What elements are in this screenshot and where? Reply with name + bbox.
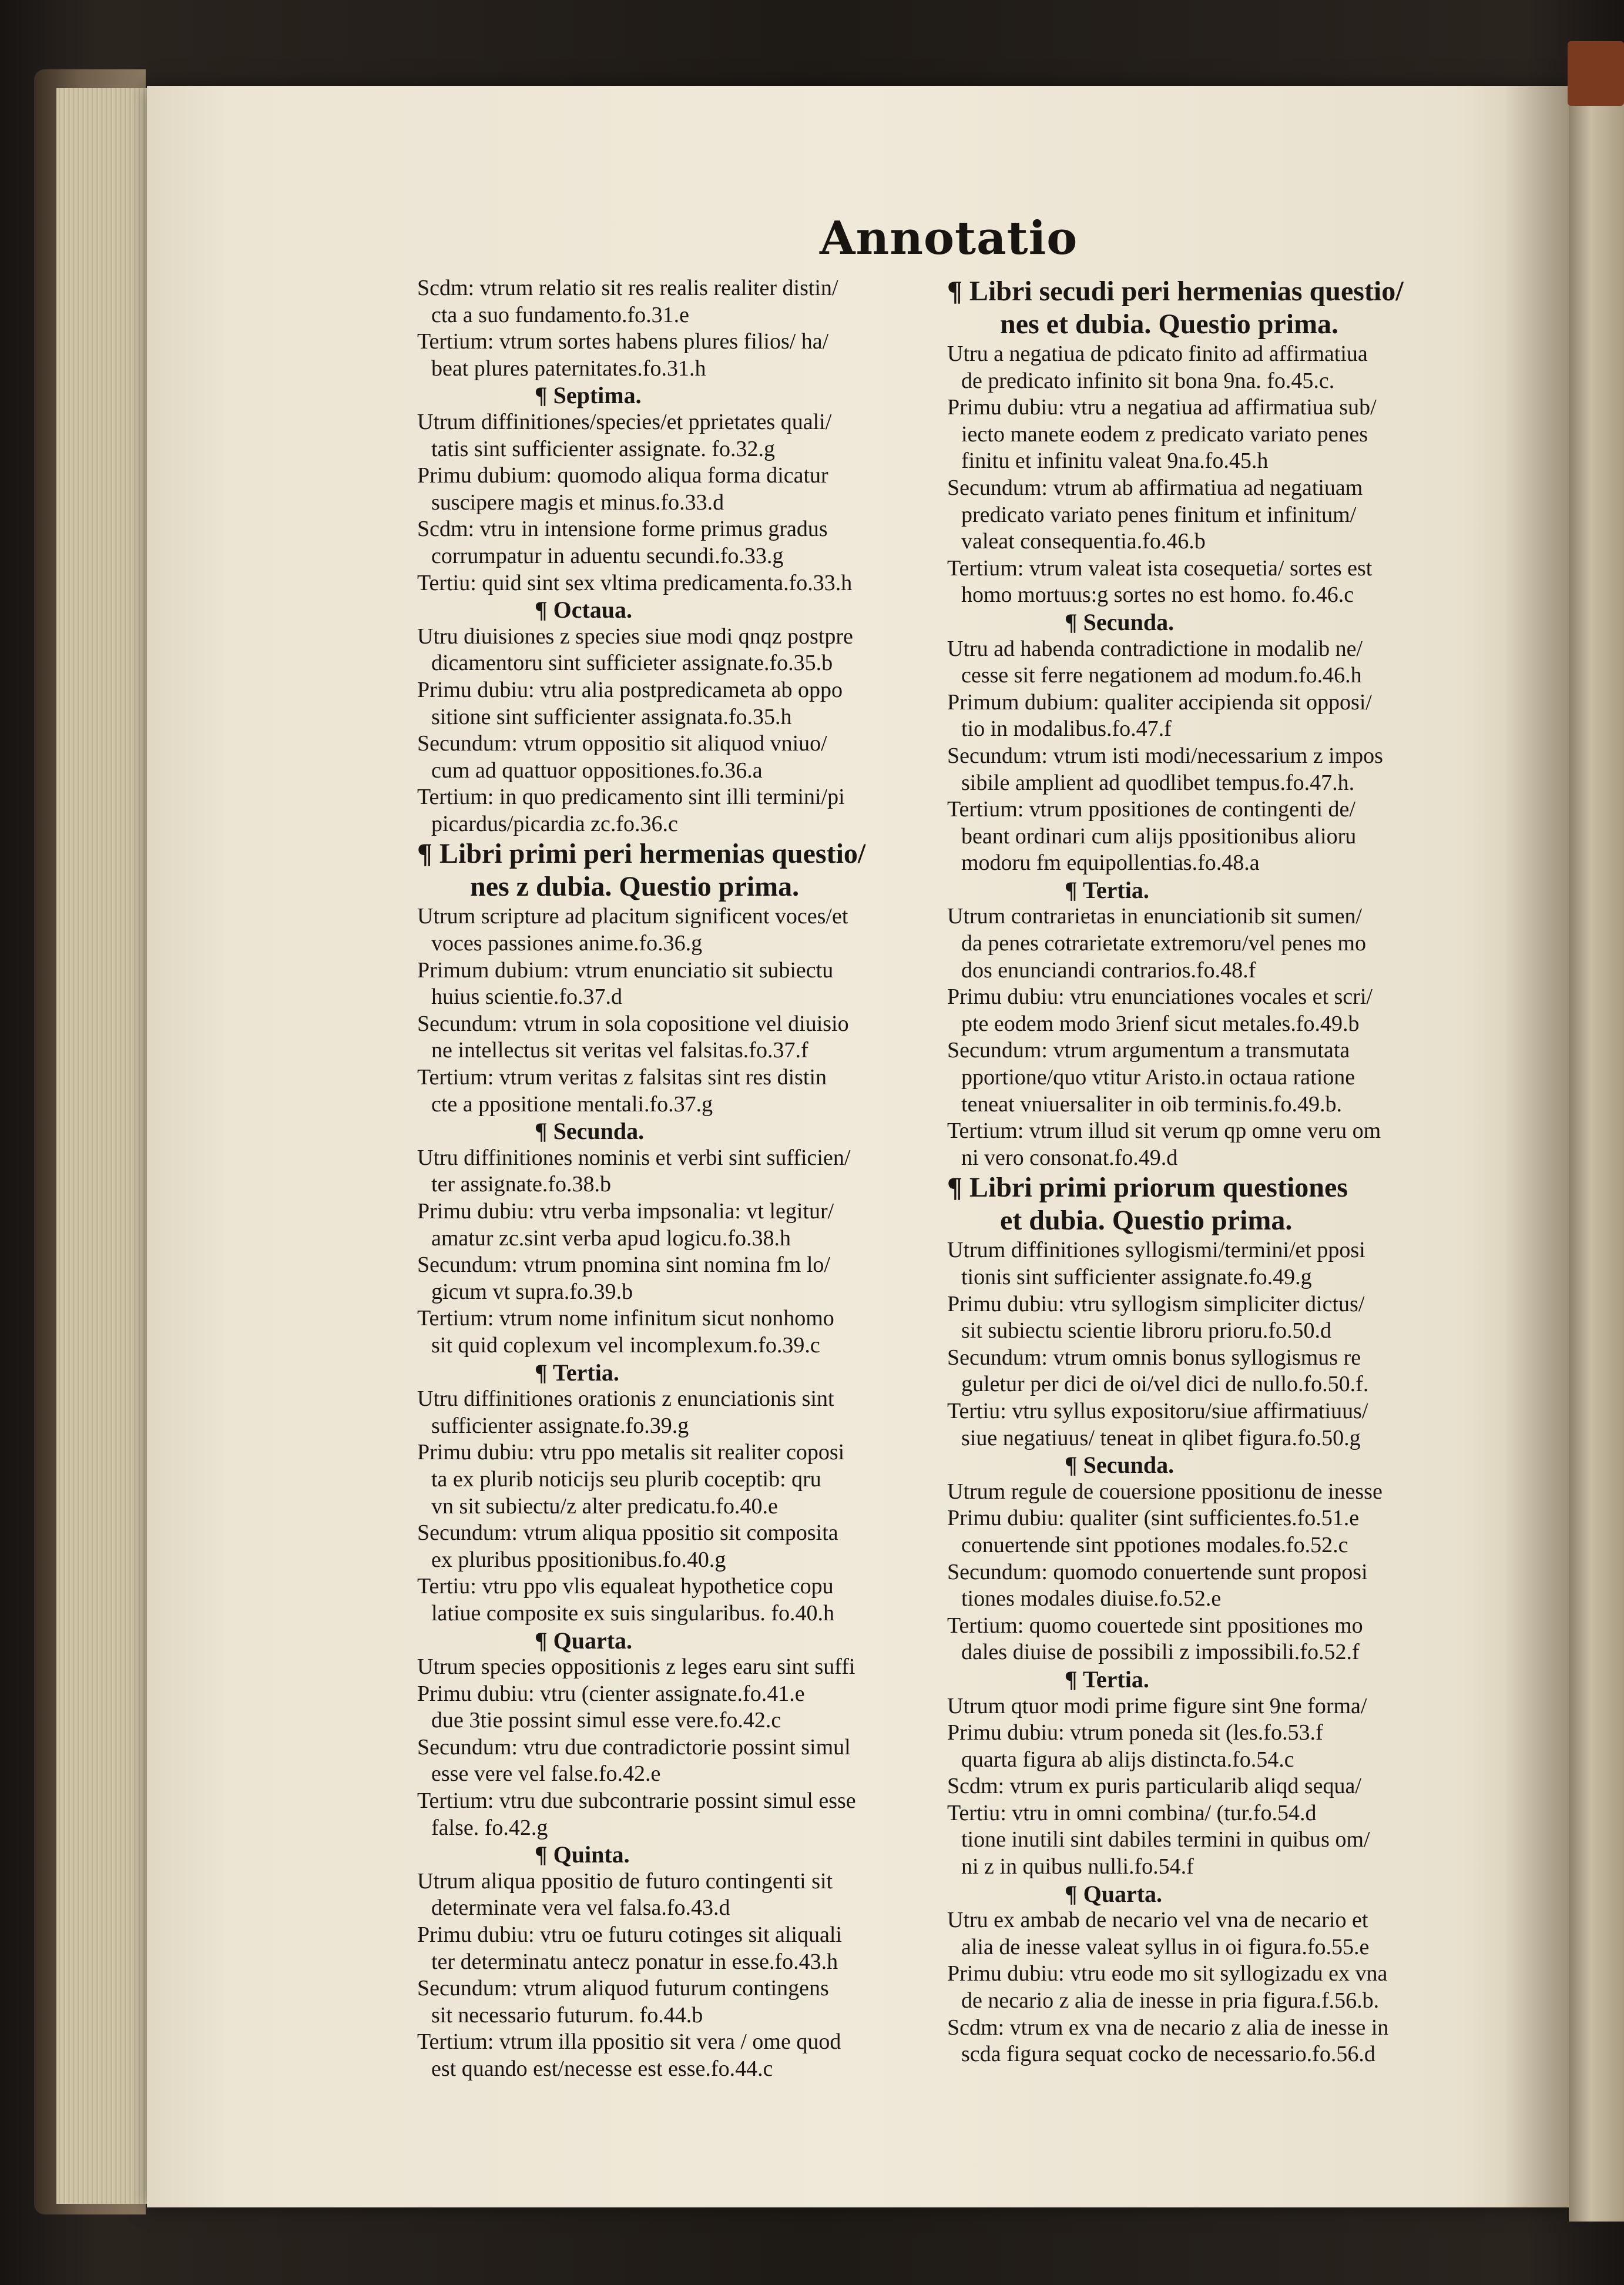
index-entry: tione inutili sint dabiles termini in quibus om/ xyxy=(961,1827,1370,1852)
index-entry: amatur zc.sint verba apud logicu.fo.38.h xyxy=(431,1225,791,1251)
index-entry: siue negatiuus/ teneat in qlibet figura.fo.50.g xyxy=(961,1425,1361,1450)
index-entry: Primu dubiu: vtru eode mo sit syllogizadu ex vna xyxy=(947,1961,1388,1986)
index-entry: gicum vt supra.fo.39.b xyxy=(431,1279,633,1304)
index-entry: Utru ad habenda contradictione in modalib ne/ xyxy=(947,636,1363,661)
index-entry: Secundum: vtrum pnomina sint nomina fm lo/ xyxy=(417,1252,830,1278)
index-entry: Primu dubium: quomodo aliqua forma dicatur xyxy=(417,463,828,488)
book-heading: ¶ Libri primi priorum questiones xyxy=(947,1172,1348,1204)
index-entry: Secundum: vtrum in sola copositione vel diuisio xyxy=(417,1011,849,1036)
index-entry: Utrum species oppositionis z leges earu sint suffi xyxy=(417,1654,855,1680)
index-entry: Tertium: in quo predicamento sint illi termini/pi xyxy=(417,785,845,810)
index-entry: Utru ex ambab de necario vel vna de necario et xyxy=(947,1908,1368,1933)
index-entry: Primu dubiu: qualiter (sint sufficientes.fo.51.e xyxy=(947,1506,1360,1531)
index-entry: Scdm: vtrum ex vna de necario z alia de inesse in xyxy=(947,2015,1389,2040)
index-entry: determinate vera vel falsa.fo.43.d xyxy=(431,1895,730,1921)
index-entry: beant ordinari cum alijs ppositionibus alioru xyxy=(961,823,1357,849)
index-entry: cte a ppositione mentali.fo.37.g xyxy=(431,1091,713,1117)
index-entry: Utrum qtuor modi prime figure sint 9ne forma/ xyxy=(947,1693,1367,1718)
index-entry: Utru diuisiones z species siue modi qnqz postpre xyxy=(417,624,853,649)
index-entry: esse vere vel false.fo.42.e xyxy=(431,1761,661,1787)
index-entry: de predicato infinito sit bona 9na. fo.45.c. xyxy=(961,368,1335,393)
index-entry: dales diuise de possibili z impossibili.fo.52.f xyxy=(961,1640,1360,1665)
book-heading: ¶ Libri secudi peri hermenias questio/ xyxy=(947,276,1404,307)
book-heading: ¶ Libri primi peri hermenias questio/ xyxy=(417,838,866,870)
index-entry: Tertiu: vtru ppo vlis equaleat hypothetice copu xyxy=(417,1574,834,1599)
index-entry: sit necessario futurum. fo.44.b xyxy=(431,2002,703,2028)
index-entry: ni vero consonat.fo.49.d xyxy=(961,1145,1178,1170)
index-entry: Tertium: vtrum veritas z falsitas sint res distin xyxy=(417,1065,827,1090)
index-entry: ter determinatu antecz ponatur in esse.fo.43.h xyxy=(431,1949,838,1974)
section-heading: ¶ Septima. xyxy=(535,382,642,409)
index-entry: pte eodem modo 3rienf sicut metales.fo.49.b xyxy=(961,1011,1360,1036)
section-heading: ¶ Quinta. xyxy=(535,1841,630,1868)
gutter-shadow xyxy=(1504,86,1569,2207)
index-entry: vn sit subiectu/z alter predicatu.fo.40.e xyxy=(431,1493,778,1519)
index-entry: Tertiu: vtru syllus expositoru/siue affirmatiuus/ xyxy=(947,1398,1368,1423)
index-entry: Primu dubiu: vtrum poneda sit (les.fo.53.f xyxy=(947,1720,1323,1745)
index-entry: est quando est/necesse est esse.fo.44.c xyxy=(431,2056,773,2081)
index-entry: Primu dubiu: vtru ppo metalis sit realiter coposi xyxy=(417,1440,845,1465)
index-entry: Primu dubiu: vtru a negatiua ad affirmatiua sub/ xyxy=(947,395,1377,420)
index-entry: homo mortuus:g sortes no est homo. fo.46.c xyxy=(961,582,1354,608)
index-entry: Tertiu: quid sint sex vltima predicamenta.fo.33.h xyxy=(417,570,853,595)
index-entry: sit subiectu scientie libroru prioru.fo.50.d xyxy=(961,1318,1332,1343)
right-column xyxy=(947,275,1458,2068)
index-entry: due 3tie possint simul esse vere.fo.42.c xyxy=(431,1708,781,1733)
section-heading: ¶ Tertia. xyxy=(535,1359,619,1386)
index-entry: cesse sit ferre negationem ad modum.fo.46.h xyxy=(961,663,1362,688)
index-entry: Utru a negatiua de pdicato finito ad affirmatiua xyxy=(947,341,1368,366)
index-entry: tatis sint sufficienter assignate. fo.32.g xyxy=(431,436,776,461)
index-entry: Secundum: vtrum aliquod futurum contingens xyxy=(417,1976,829,2001)
index-entry: cta a suo fundamento.fo.31.e xyxy=(431,302,689,327)
index-entry: Tertium: vtrum ppositiones de contingenti de/ xyxy=(947,797,1355,822)
index-entry: conuertende sint ppotiones modales.fo.52.c xyxy=(961,1532,1348,1557)
index-entry: sufficienter assignate.fo.39.g xyxy=(431,1413,689,1438)
index-entry: valeat consequentia.fo.46.b xyxy=(961,529,1206,554)
index-entry: de necario z alia de inesse in pria figura.f.56.b. xyxy=(961,1988,1380,2013)
section-heading: ¶ Secunda. xyxy=(535,1118,645,1145)
index-entry: Utru diffinitiones orationis z enunciationis sint xyxy=(417,1386,834,1412)
index-entry: Primu dubiu: vtru alia postpredicameta ab oppo xyxy=(417,677,843,702)
section-heading: ¶ Tertia. xyxy=(1065,1666,1149,1693)
index-entry: Secundum: vtru due contradictorie possint simul xyxy=(417,1734,851,1760)
index-entry: Utrum aliqua ppositio de futuro contingenti sit xyxy=(417,1868,833,1894)
index-entry: Tertium: vtrum sortes habens plures filios/ ha/ xyxy=(417,329,829,354)
index-entry: Secundum: vtrum aliqua ppositio sit composita xyxy=(417,1520,838,1546)
index-entry: Primu dubiu: vtru syllogism simpliciter dictus/ xyxy=(947,1291,1365,1316)
index-entry: Primum dubium: vtrum enunciatio sit subiectu xyxy=(417,957,834,983)
index-entry: huius scientie.fo.37.d xyxy=(431,984,623,1010)
book-heading-continued: et dubia. Questio prima. xyxy=(1000,1205,1293,1237)
index-entry: Scdm: vtrum ex puris particularib aliqd sequa/ xyxy=(947,1774,1361,1799)
index-entry: ne intellectus sit veritas vel falsitas.fo.37.f xyxy=(431,1038,808,1063)
index-entry: Primum dubium: qualiter accipienda sit opposi/ xyxy=(947,689,1372,715)
index-entry: voces passiones anime.fo.36.g xyxy=(431,931,703,956)
index-entry: alia de inesse valeat syllus in oi figura.fo.55.e xyxy=(961,1934,1370,1959)
section-heading: ¶ Secunda. xyxy=(1065,608,1175,635)
index-entry: Utrum diffinitiones/species/et pprietates quali/ xyxy=(417,409,832,434)
index-entry: iecto manete eodem z predicato variato penes xyxy=(961,421,1368,447)
index-entry: Scdm: vtrum relatio sit res realis realiter distin/ xyxy=(417,276,838,300)
index-entry: Secundum: vtrum isti modi/necessarium z impos xyxy=(947,743,1383,768)
left-column xyxy=(417,275,928,2083)
index-entry: Tertium: vtrum illa ppositio sit vera / ome quod xyxy=(417,2029,841,2055)
index-entry: pportione/quo vtitur Aristo.in octaua ratione xyxy=(961,1065,1355,1090)
index-entry: ter assignate.fo.38.b xyxy=(431,1172,612,1197)
section-heading: ¶ Octaua. xyxy=(535,597,633,624)
index-entry: sibile amplient ad quodlibet tempus.fo.47.h. xyxy=(961,770,1355,795)
index-entry: modoru fm equipollentias.fo.48.a xyxy=(961,850,1260,876)
index-entry: Tertiu: vtru in omni combina/ (tur.fo.54.d xyxy=(947,1800,1317,1825)
index-entry: tiones modales diuise.fo.52.e xyxy=(961,1586,1222,1611)
index-entry: false. fo.42.g xyxy=(431,1815,548,1840)
index-entry: Secundum: quomodo conuertende sunt proposi xyxy=(947,1559,1368,1584)
index-entry: scda figura sequat cocko de necessario.fo.56.d xyxy=(961,2042,1375,2067)
index-entry: Tertium: vtrum valeat ista cosequetia/ sortes est xyxy=(947,555,1373,581)
index-entry: tionis sint sufficienter assignate.fo.49.g xyxy=(961,1265,1312,1289)
index-entry: beat plures paternitates.fo.31.h xyxy=(431,356,706,381)
index-entry: Tertium: vtrum nome infinitum sicut nonhomo xyxy=(417,1306,834,1331)
index-entry: tio in modalibus.fo.47.f xyxy=(961,716,1172,742)
index-entry: Utrum regule de couersione ppositionu de inesse xyxy=(947,1479,1383,1504)
index-entry: ta ex plurib noticijs seu plurib coceptib: qru xyxy=(431,1466,821,1492)
section-heading: ¶ Quarta. xyxy=(535,1627,633,1654)
index-entry: latiue composite ex suis singularibus. fo.40.h xyxy=(431,1600,835,1626)
index-entry: Primu dubiu: vtru oe futuru cotinges sit aliquali xyxy=(417,1922,842,1948)
index-entry: corrumpatur in aduentu secundi.fo.33.g xyxy=(431,543,784,568)
index-entry: cum ad quattuor oppositiones.fo.36.a xyxy=(431,758,763,783)
book-heading-continued: nes z dubia. Questio prima. xyxy=(470,871,800,903)
index-entry: Utrum diffinitiones syllogismi/termini/et pposi xyxy=(947,1238,1365,1263)
index-entry: Secundum: vtrum oppositio sit aliquod vniuo/ xyxy=(417,731,827,756)
index-entry: Primu dubiu: vtru verba impsonalia: vt legitur/ xyxy=(417,1199,834,1224)
index-entry: Primu dubiu: vtru enunciationes vocales et scri/ xyxy=(947,984,1373,1010)
index-entry: ex pluribus ppositionibus.fo.40.g xyxy=(431,1547,726,1572)
index-entry: picardus/picardia zc.fo.36.c xyxy=(431,811,678,836)
index-entry: dicamentoru sint sufficieter assignate.fo.35.b xyxy=(431,651,833,676)
index-entry: Primu dubiu: vtru (cienter assignate.fo.41.e xyxy=(417,1681,805,1706)
index-entry: suscipere magis et minus.fo.33.d xyxy=(431,490,724,515)
index-entry: Secundum: vtrum ab affirmatiua ad negatiuam xyxy=(947,475,1363,500)
page-header: Annotatio xyxy=(820,212,1078,265)
index-entry: sitione sint sufficienter assignata.fo.35.h xyxy=(431,704,792,729)
index-entry: ni z in quibus nulli.fo.54.f xyxy=(961,1854,1194,1879)
section-heading: ¶ Secunda. xyxy=(1065,1452,1175,1479)
index-entry: Scdm: vtru in intensione forme primus gradus xyxy=(417,517,828,542)
index-entry: Tertium: vtrum illud sit verum qp omne veru om xyxy=(947,1118,1381,1144)
index-entry: Secundum: vtrum argumentum a transmutata xyxy=(947,1038,1350,1063)
index-entry: Utrum contrarietas in enunciationib sit sumen/ xyxy=(947,904,1363,929)
index-entry: Tertium: quomo couertede sint ppositiones mo xyxy=(947,1613,1363,1638)
index-entry: Tertium: vtru due subcontrarie possint simul esse xyxy=(417,1788,856,1814)
index-entry: finitu et infinitu valeat 9na.fo.45.h xyxy=(961,448,1269,474)
index-entry: sit quid coplexum vel incomplexum.fo.39.c xyxy=(431,1332,820,1358)
index-entry: quarta figura ab alijs distincta.fo.54.c xyxy=(961,1747,1294,1772)
bookmark-tab xyxy=(1568,41,1624,106)
book-heading-continued: nes et dubia. Questio prima. xyxy=(1000,309,1339,340)
section-heading: ¶ Quarta. xyxy=(1065,1880,1163,1907)
index-entry: dos enunciandi contrarios.fo.48.f xyxy=(961,957,1256,983)
index-entry: guletur per dici de oi/vel dici de nullo.fo.50.f. xyxy=(961,1372,1369,1397)
index-entry: predicato variato penes finitum et infinitum/ xyxy=(961,502,1357,527)
index-entry: Utrum scripture ad placitum significent voces/et xyxy=(417,904,848,929)
facing-page-edge xyxy=(1569,71,1624,2222)
index-entry: Secundum: vtrum omnis bonus syllogismus re xyxy=(947,1345,1361,1370)
index-entry: Utru diffinitiones nominis et verbi sint sufficien/ xyxy=(417,1145,851,1170)
index-entry: teneat vniuersaliter in oib terminis.fo.49.b. xyxy=(961,1091,1342,1117)
section-heading: ¶ Tertia. xyxy=(1065,876,1149,903)
index-entry: da penes cotrarietate extremoru/vel penes mo xyxy=(961,931,1366,956)
